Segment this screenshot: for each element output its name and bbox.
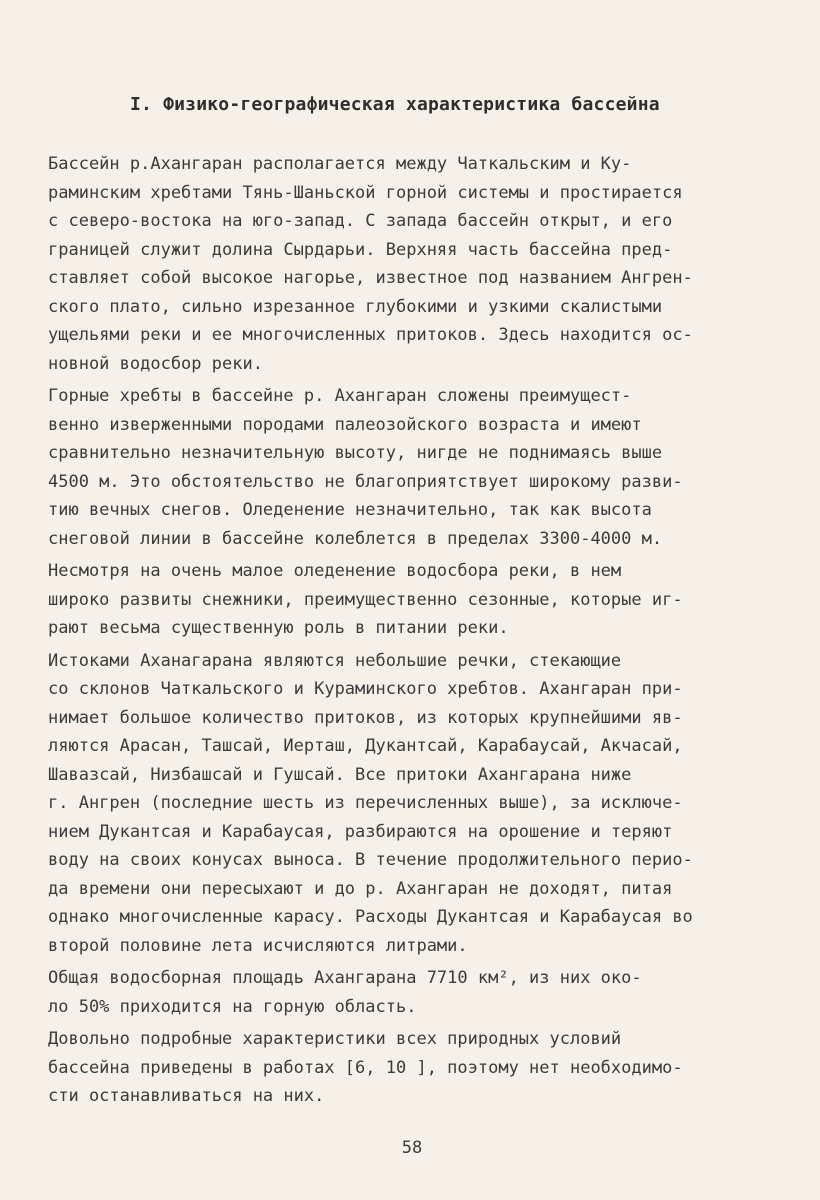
paragraph (48, 557, 788, 643)
text-line: новной водосбор реки. (48, 353, 263, 374)
text-line: 4500 м. Это обстоятельство не благоприятствует широкому разви- (48, 471, 683, 492)
text-line: второй половине лета исчисляются литрами. (48, 935, 468, 956)
text-line: сти останавливаться на них. (48, 1086, 325, 1106)
text-line: да времени они пересыхают и до р. Ахангаран не доходят, питая (48, 878, 673, 899)
text-line: широко развиты снежники, преимущественно сезонные, которые иг- (48, 589, 683, 610)
body-text (48, 150, 788, 1111)
text-line: Шавазсай, Низбашсай и Гушсай. Все притоки Ахангарана ниже (48, 764, 632, 785)
text-line: воду на своих конусах выноса. В течение продолжительного перио- (48, 850, 693, 870)
text-line: со склонов Чаткальского и Кураминского хребтов. Ахангаран при- (48, 679, 683, 699)
paragraph (48, 382, 788, 553)
text-line: границей служит долина Сырдарьи. Верхняя часть бассейна пред- (48, 239, 673, 260)
text-line: ляются Арасан, Ташсай, Иерташ, Дукантсай, Карабаусай, Акчасай, (48, 736, 683, 756)
text-line: Истоками Аханагарана являются небольшие речки, стекающие (48, 650, 622, 671)
text-line: однако многочисленные карасу. Расходы Дукантсая и Карабаусая во (48, 907, 693, 927)
text-line: Несмотря на очень малое оледенение водосбора реки, в нем (48, 561, 622, 581)
text-line: ло 50% приходится на горную область. (48, 996, 417, 1017)
paragraph (48, 647, 788, 961)
text-line: нием Дукантсая и Карабаусая, разбираются на орошение и теряют (48, 821, 673, 842)
text-line: тию вечных снегов. Оледенение незначительно, так как высота (48, 500, 652, 520)
paragraph (48, 964, 788, 1021)
text-line: с северо-востока на юго-запад. С запада бассейн открыт, и его (48, 211, 673, 231)
text-line: Общая водосборная площадь Ахангарана 7710 км², из них око- (48, 968, 642, 988)
section-title: I. Физико-географическая характеристика бассейна (130, 94, 660, 115)
text-line: ущельями реки и ее многочисленных притоков. Здесь находится ос- (48, 325, 693, 345)
text-line: ского плато, сильно изрезанное глубокими и узкими скалистыми (48, 296, 663, 317)
text-line: сравнительно незначительную высоту, нигде не поднимаясь выше (48, 443, 663, 463)
text-line: Горные хребты в бассейне р. Ахангаран сложены преимущест- (48, 386, 632, 406)
text-line: ставляет собой высокое нагорье, известное под названием Ангрен- (48, 268, 693, 288)
paragraph (48, 150, 788, 378)
text-line: г. Ангрен (последние шесть из перечисленных выше), за исключе- (48, 793, 683, 813)
text-line: Бассейн р.Ахангаран располагается между Чаткальским и Ку- (48, 154, 632, 174)
text-line: Довольно подробные характеристики всех природных условий (48, 1029, 622, 1049)
text-line: снеговой линии в бассейне колеблется в пределах 3300-4000 м. (48, 528, 663, 549)
text-line: бассейна приведены в работах [6, 10 ], поэтому нет необходимо- (48, 1057, 683, 1078)
text-line: рают весьма существенную роль в питании реки. (48, 618, 509, 638)
text-line: венно изверженными породами палеозойского возраста и имеют (48, 414, 642, 435)
text-line: нимает большое количество притоков, из которых крупнейшими яв- (48, 707, 683, 728)
text-line: раминским хребтами Тянь-Шаньской горной системы и простирается (48, 182, 683, 203)
page-number: 58 (401, 1138, 423, 1158)
paragraph (48, 1025, 788, 1111)
